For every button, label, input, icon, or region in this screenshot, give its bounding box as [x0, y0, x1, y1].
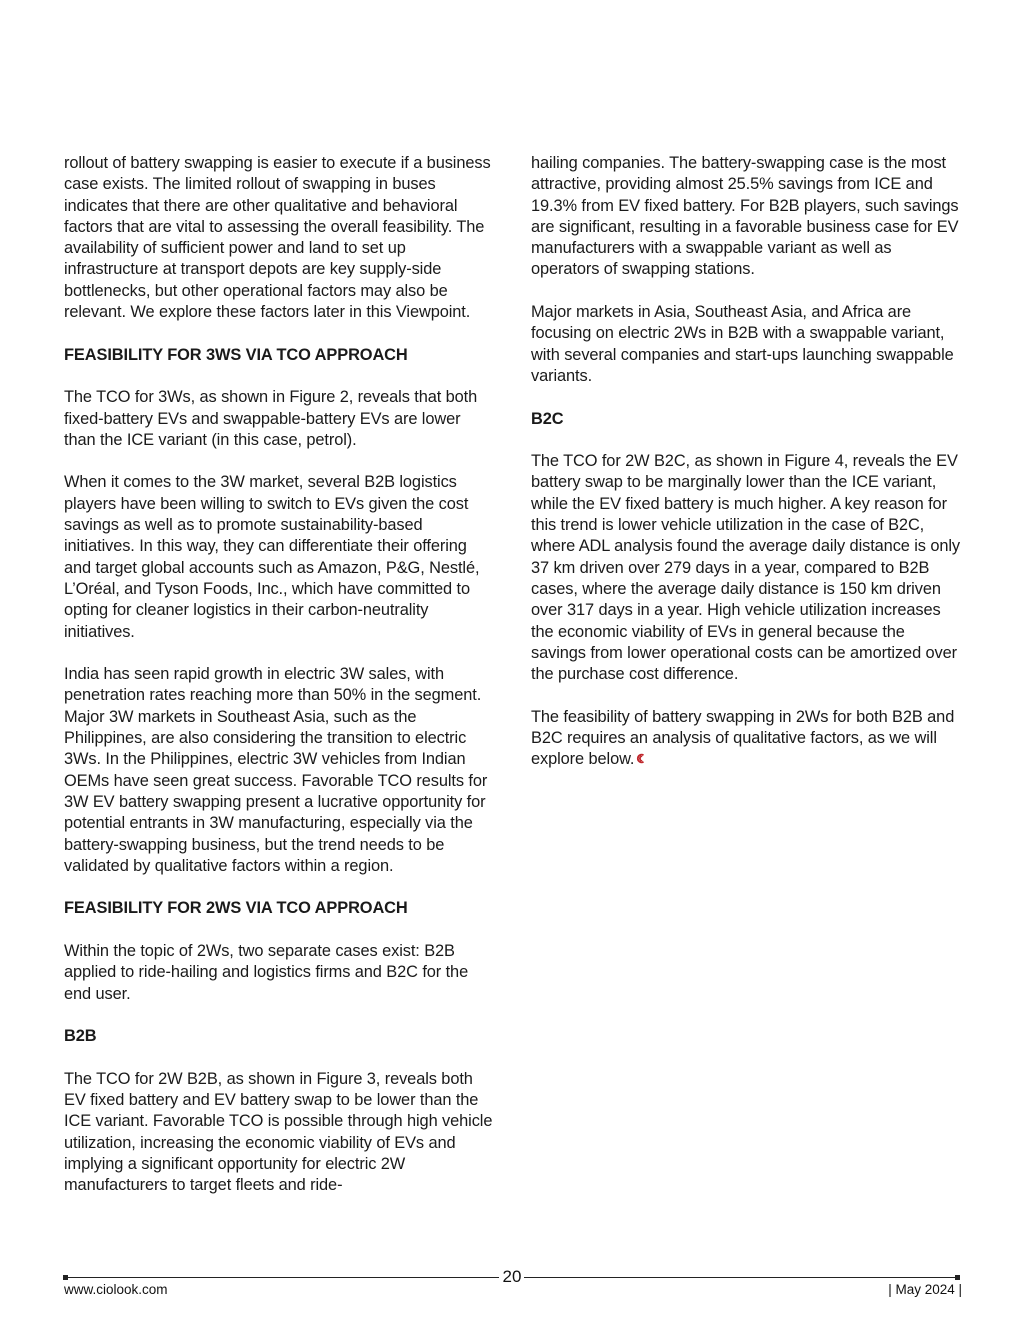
closing-paragraph [531, 707, 963, 771]
closing-paragraph-text: The feasibility of battery swapping in 2Ws for both B2B and B2C requires an analysis of qualitative factors, as we will explore below. [531, 707, 955, 769]
body-paragraph: hailing companies. The battery-swapping case is the most attractive, providing almost 25.5% savings from ICE and 19.3% from EV fixed battery. For B2B players, such savings are significant, resulting in a favorable business case for EV manufacturers with a swappable variant as well as operators of swapping stations. [531, 154, 959, 279]
footer-line-end-dot [955, 1275, 960, 1280]
left-column [64, 153, 494, 1218]
subheading-b2b: B2B [64, 1027, 97, 1046]
body-paragraph: The TCO for 2W B2B, as shown in Figure 3, reveals both EV fixed battery and EV battery swap to be lower than the ICE variant. Favorable TCO is possible through high vehicle utilization, increasing the economic viability of EVs and implying a significant opportunity for electric 2W manufacturers to target fleets and ride- [64, 1069, 493, 1195]
article-end-icon [636, 749, 646, 770]
body-paragraph: rollout of battery swapping is easier to execute if a business case exists. The limited rollout of swapping in buses indicates that there are other qualitative and behavioral factors that are vital to assessing the overall feasibility. The availability of sufficient power and land to set up infrastructure at transport depots are key supply-side bottlenecks, but other operational factors may also be relevant. We explore these factors later in this Viewpoint. [64, 154, 491, 322]
subheading-b2c: B2C [531, 409, 564, 428]
page-number: 20 [502, 1267, 522, 1286]
body-paragraph: Major markets in Asia, Southeast Asia, and Africa are focusing on electric 2Ws in B2B with a swappable variant, with several companies and start-ups launching swappable variants. [531, 303, 954, 385]
footer-issue-date: | May 2024 | [888, 1282, 962, 1297]
section-heading-2ws: FEASIBILITY FOR 2WS VIA TCO APPROACH [64, 899, 408, 918]
footer-website: www.ciolook.com [64, 1282, 168, 1297]
body-paragraph: When it comes to the 3W market, several B2B logistics players have been willing to switch to EVs given the cost savings as well as to promote sustainability-based initiatives. In this way, they can differentiate their offering and target global accounts such as Amazon, P&G, Nestlé, L’Oréal, and Tyson Foods, Inc., which have committed to opting for cleaner logistics in their carbon-neutrality initiatives. [64, 473, 480, 641]
footer-divider-right [524, 1277, 957, 1278]
body-paragraph: The TCO for 3Ws, as shown in Figure 2, reveals that both fixed-battery EVs and swappable-battery EVs are lower than the ICE variant (in this case, petrol). [64, 388, 478, 449]
footer-divider-left [66, 1277, 499, 1278]
body-paragraph: The TCO for 2W B2C, as shown in Figure 4, reveals the EV battery swap to be marginally lower than the ICE variant, while the EV fixed battery is much higher. A key reason for this trend is lower vehicle utilization in the case of B2C, where ADL analysis found the average daily distance is only 37 km driven over 279 days in a year, compared to B2B cases, where the average daily distance is 150 km driven over 317 days in a year. High vehicle utilization increases the economic viability of EVs in general because the savings from lower operational costs can be amortized over the purchase cost difference. [531, 452, 961, 684]
section-heading-3ws: FEASIBILITY FOR 3WS VIA TCO APPROACH [64, 345, 408, 364]
right-column [531, 153, 963, 792]
body-paragraph: Within the topic of 2Ws, two separate cases exist: B2B applied to ride-hailing and logistics firms and B2C for the end user. [64, 941, 469, 1003]
body-paragraph: India has seen rapid growth in electric 3W sales, with penetration rates reaching more than 50% in the segment. Major 3W markets in Southeast Asia, such as the Philippines, are also considering the transition to electric 3Ws. In the Philippines, electric 3W vehicles from Indian OEMs have seen great success. Favorable TCO results for 3W EV battery swapping present a lucrative opportunity for potential entrants in 3W manufacturing, especially via the battery-swapping business, but the trend needs to be validated by qualitative factors within a region. [64, 665, 488, 875]
